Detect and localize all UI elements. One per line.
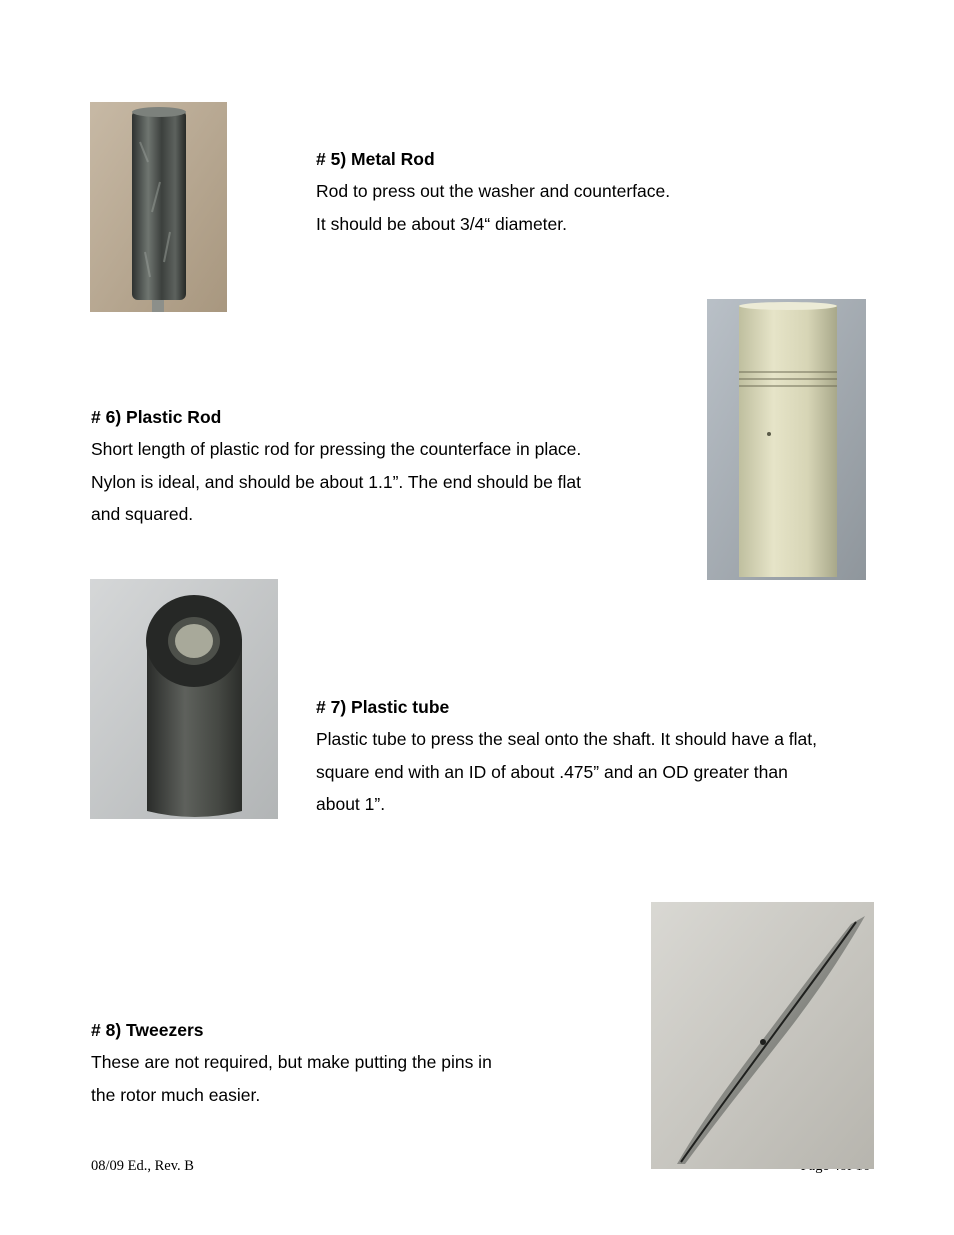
metal-rod-photo bbox=[90, 102, 227, 312]
item-line: and squared. bbox=[91, 503, 194, 524]
item-title: # 8) Tweezers bbox=[91, 1020, 204, 1040]
item-title: # 5) Metal Rod bbox=[316, 149, 435, 169]
item-metal-rod bbox=[316, 143, 670, 240]
item-line: about 1”. bbox=[316, 793, 386, 814]
item-tweezers bbox=[91, 1014, 492, 1111]
item-title: # 6) Plastic Rod bbox=[91, 407, 222, 427]
item-line: Nylon is ideal, and should be about 1.1”. The end should be flat bbox=[91, 471, 582, 492]
item-line: Plastic tube to press the seal onto the shaft. It should have a flat, bbox=[316, 729, 817, 750]
item-title: # 7) Plastic tube bbox=[316, 697, 450, 717]
item-line: It should be about 3/4“ diameter. bbox=[316, 213, 567, 234]
plastic-tube-photo bbox=[90, 579, 278, 819]
item-line: These are not required, but make putting the pins in bbox=[91, 1052, 492, 1073]
tweezers-photo bbox=[651, 902, 874, 1169]
item-plastic-tube bbox=[316, 691, 817, 820]
item-line: Rod to press out the washer and counterface. bbox=[316, 181, 671, 202]
item-line: square end with an ID of about .475” and an OD greater than bbox=[316, 761, 788, 782]
footer-edition: 08/09 Ed., Rev. B bbox=[91, 1158, 194, 1174]
plastic-rod-photo bbox=[707, 299, 866, 580]
item-line: Short length of plastic rod for pressing the counterface in place. bbox=[91, 439, 582, 460]
item-plastic-rod bbox=[91, 401, 581, 530]
item-line: the rotor much easier. bbox=[91, 1084, 261, 1105]
